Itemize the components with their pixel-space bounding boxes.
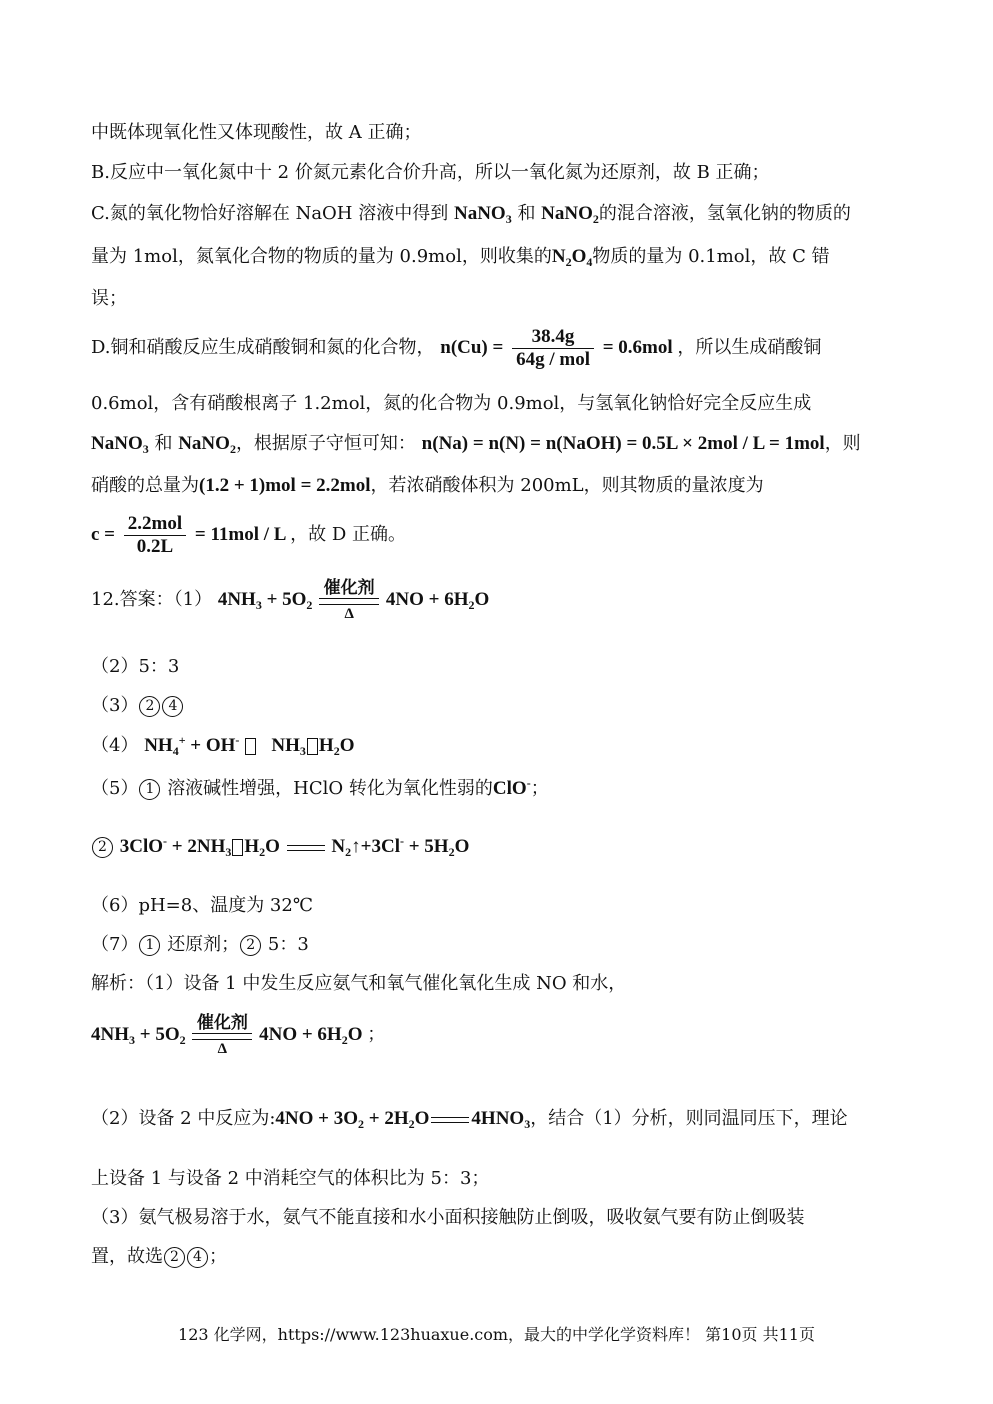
text-line	[91, 432, 861, 456]
text: ；	[530, 778, 549, 799]
analysis-line	[91, 1206, 804, 1230]
equation-ammonia-oxidation: $4NH_3 + 5O_2$ 催化剂 Δ $4NO + 6H_2O$	[217, 578, 490, 622]
equation-ammonia-oxidation: $4NH_3 + 5O_2$ 催化剂 Δ $4NO + 6H_2O$	[91, 1013, 368, 1057]
text: ，则	[824, 433, 861, 454]
circled-number: 2	[139, 696, 160, 717]
missing-glyph-box	[232, 839, 243, 856]
text: ，所以生成硝酸铜	[677, 336, 822, 358]
analysis-line	[91, 1245, 227, 1269]
fraction: $\frac{38.4g}{\text{64g / mol}}$	[512, 326, 594, 371]
catalyst-arrow: 催化剂 Δ	[319, 578, 379, 623]
equation-concentration: c = $\frac{\text{2.2mol}}{0.2L}$ = 11mol / L	[91, 513, 286, 557]
circled-number: 2	[164, 1247, 185, 1268]
text: 0.6mol，含有硝酸根离子 1.2mol，氮的化合物为 0.9mol，与氢氧化钠恰好完全反应生成	[91, 393, 812, 414]
circled-number: 2	[92, 837, 113, 858]
text: D.铜和硝酸反应生成硝酸铜和氮的化合物，	[91, 336, 435, 358]
page-footer: 123 化学网，https://www.123huaxue.com，最大的中学化学资料库！ 第10页 共11页	[178, 1325, 815, 1344]
catalyst-arrow: 催化剂 Δ	[192, 1013, 252, 1058]
formula-nano3: NaNO$_3$	[91, 433, 149, 456]
text-line	[91, 287, 127, 311]
analysis-line	[91, 1013, 385, 1058]
answer-line	[91, 655, 179, 679]
text: （7）	[91, 934, 139, 955]
circled-number: 4	[187, 1247, 208, 1268]
answer-line	[91, 578, 489, 623]
formula-n2o4: $N_2O_4$	[551, 246, 593, 269]
text: 和	[517, 203, 536, 224]
answer-line	[91, 777, 549, 801]
analysis-line	[91, 972, 626, 996]
equation-conservation: n(Na) = n(N) = n(NaOH) = 0.5L × 2mol / L = 1mol	[421, 433, 825, 454]
text: ；	[209, 1246, 227, 1267]
text: 还原剂；	[167, 934, 240, 955]
equation-cu-moles: n(Cu) = $\frac{38.4g}{\text{64g / mol}}$ = 0.6mol	[440, 326, 673, 370]
analysis-line	[91, 1107, 848, 1131]
equation-hno3-total: (1.2 + 1)mol = 2.2mol	[199, 475, 371, 496]
missing-glyph-box	[245, 738, 256, 755]
text: 量为 1mol，氮氧化合物的物质的量为 0.9mol，则收集的	[91, 246, 552, 267]
equals-sign	[431, 1117, 469, 1123]
text: （4）	[91, 735, 139, 756]
formula-nano2: NaNO$_2$	[541, 203, 599, 226]
text: 12.答案：（1）	[91, 588, 213, 610]
answer-line	[91, 734, 354, 758]
missing-glyph-box	[307, 738, 318, 755]
text-line	[91, 161, 770, 185]
answer-line	[91, 894, 313, 918]
equation-hypochlorite: $3ClO^- + 2NH_3$ $H_2O$ $N_2↑+3Cl^- + 5H_2O$	[119, 834, 470, 859]
equation-nitric-acid: $4NO + 3O_2 + 2H_2O$ $4HNO_3$	[275, 1108, 531, 1131]
text: 误；	[91, 288, 127, 309]
equals-sign	[287, 845, 325, 851]
circled-number: 1	[139, 779, 160, 800]
text: 和	[154, 433, 173, 454]
text: 解析：（1）设备 1 中发生反应氨气和氧气催化氧化生成 NO 和水，	[91, 973, 627, 994]
text: （3）	[91, 695, 139, 716]
text-line	[91, 245, 830, 269]
text-line	[91, 326, 821, 371]
fraction: $\frac{\text{2.2mol}}{0.2L}$	[124, 513, 186, 558]
text: （2）设备 2 中反应为:	[91, 1108, 276, 1129]
circled-number: 2	[240, 935, 261, 956]
text: 5：3	[267, 934, 309, 955]
answer-line	[91, 835, 469, 859]
answer-line	[91, 694, 184, 718]
text: 的混合溶液，氢氧化钠的物质的	[598, 203, 851, 224]
text-line	[91, 202, 851, 226]
text: 物质的量为 0.1mol，故 C 错	[592, 246, 830, 267]
text: 硝酸的总量为	[91, 475, 199, 496]
text: 中既体现氧化性又体现酸性，故 A 正确；	[91, 122, 422, 143]
formula-clo: ClO-	[492, 776, 531, 799]
text: C.氮的氧化物恰好溶解在 NaOH 溶液中得到	[91, 203, 449, 224]
text: B.反应中一氧化氮中十 2 价氮元素化合价升高，所以一氧化氮为还原剂，故 B 正确；	[91, 162, 770, 183]
text: （5）	[91, 778, 139, 799]
text-line	[91, 474, 764, 498]
text-line	[91, 513, 406, 558]
text: ；	[367, 1023, 386, 1045]
text: ，根据原子守恒可知：	[235, 433, 416, 454]
text-line	[91, 392, 811, 416]
equation-ammonium: $NH_4^+ + OH^-$ $NH_3$ $H_2O$	[144, 733, 355, 758]
text: 置，故选	[91, 1246, 163, 1267]
text: ，结合（1）分析，则同温同压下，理论	[530, 1108, 848, 1129]
text: ，若浓硝酸体积为 200mL，则其物质的量浓度为	[370, 475, 764, 496]
answer-line	[91, 933, 309, 957]
circled-number: 4	[162, 696, 183, 717]
text: （3）氨气极易溶于水，氨气不能直接和水小面积接触防止倒吸，吸收氨气要有防止倒吸装	[91, 1207, 805, 1228]
text: （2）5：3	[91, 656, 180, 677]
text-line	[91, 121, 421, 145]
text: （6）pH=8、温度为 32℃	[91, 895, 313, 916]
text: 溶液碱性增强，HClO 转化为氧化性弱的	[167, 778, 493, 799]
formula-nano3: NaNO$_3$	[453, 203, 512, 226]
text: 上设备 1 与设备 2 中消耗空气的体积比为 5：3；	[91, 1168, 490, 1189]
circled-number: 1	[139, 935, 160, 956]
formula-nano2: NaNO$_2$	[178, 433, 236, 456]
text: ，故 D 正确。	[290, 523, 407, 545]
analysis-line	[91, 1167, 489, 1191]
